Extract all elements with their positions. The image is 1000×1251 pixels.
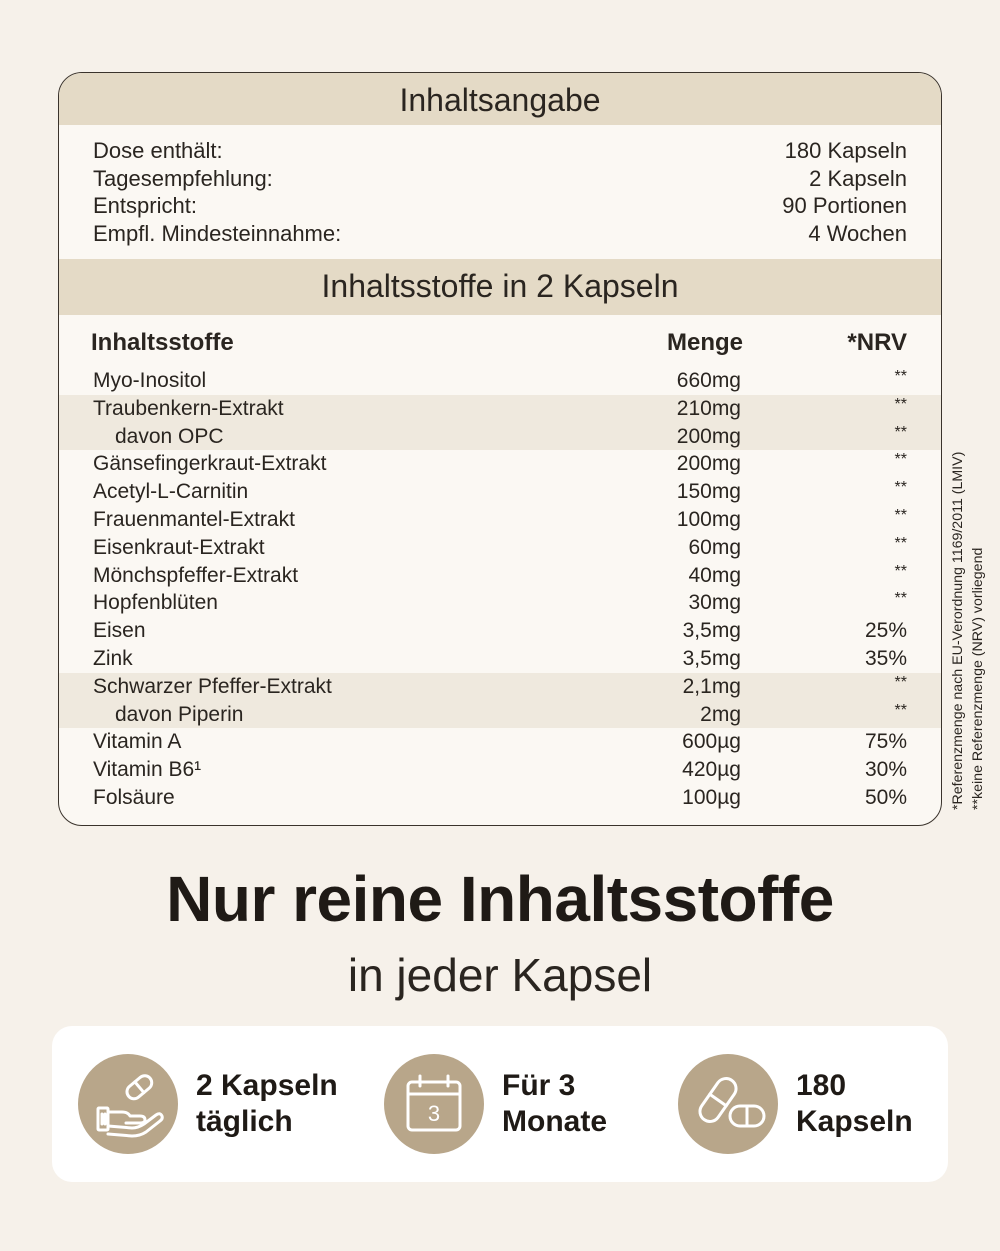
feature-item xyxy=(678,1054,913,1154)
ingredient-amount: 60mg xyxy=(688,535,741,559)
ingredient-amount: 2,1mg xyxy=(682,674,741,698)
ingredient-nrv: ** xyxy=(894,534,907,552)
table-row xyxy=(59,756,941,784)
feature-line: Monate xyxy=(502,1105,607,1138)
ingredient-amount: 3,5mg xyxy=(682,646,741,670)
ingredient-amount: 150mg xyxy=(676,480,741,504)
header-amount: Menge xyxy=(666,329,743,356)
table-row xyxy=(59,395,941,423)
calendar-number: 3 xyxy=(427,1101,441,1126)
ingredient-name: Eisenkraut-Extrakt xyxy=(93,535,265,559)
table-row xyxy=(59,450,941,478)
feature-line: 2 Kapseln xyxy=(196,1069,338,1102)
calendar-icon xyxy=(384,1054,484,1154)
footnote-no-reference: **keine Referenzmenge (NRV) vorliegend xyxy=(970,547,986,810)
ingredient-nrv: 75% xyxy=(864,730,907,754)
table-header xyxy=(91,329,907,359)
ingredient-nrv: ** xyxy=(894,479,907,497)
ingredient-name: davon OPC xyxy=(115,424,224,448)
ingredients-panel xyxy=(58,72,942,826)
footnote-nrv-reference: *Referenzmenge nach EU-Verordnung 1169/2011 (LMIV) xyxy=(950,451,966,810)
ingredient-amount: 200mg xyxy=(676,452,741,476)
ingredient-amount: 100mg xyxy=(676,507,741,531)
ingredient-amount: 100µg xyxy=(682,785,741,809)
summary-value: 2 Kapseln xyxy=(809,165,907,191)
feature-line: 180 xyxy=(796,1069,847,1102)
summary-value: 4 Wochen xyxy=(808,221,907,247)
ingredient-name: Myo-Inositol xyxy=(93,369,207,392)
feature-line: Kapseln xyxy=(796,1105,913,1138)
summary-row xyxy=(93,165,907,193)
ingredient-name: Acetyl-L-Carnitin xyxy=(93,480,249,504)
summary-row xyxy=(93,137,907,165)
ingredient-name: Vitamin B6¹ xyxy=(93,758,202,782)
ingredient-amount: 3,5mg xyxy=(682,619,741,643)
summary-value: 90 Portionen xyxy=(782,193,907,219)
table-row xyxy=(59,534,941,562)
ingredient-name: Frauenmantel-Extrakt xyxy=(93,507,295,531)
ingredient-nrv: 35% xyxy=(864,646,907,670)
ingredient-nrv: 25% xyxy=(864,619,907,643)
ingredient-name: Schwarzer Pfeffer-Extrakt xyxy=(93,674,332,698)
ingredient-nrv: 30% xyxy=(864,758,907,782)
ingredient-amount: 30mg xyxy=(688,591,741,615)
ingredient-amount: 200mg xyxy=(676,424,741,448)
header-name: Inhaltsstoffe xyxy=(91,329,234,356)
summary-list xyxy=(93,137,907,248)
ingredient-name: Zink xyxy=(93,646,133,670)
ingredient-amount: 2mg xyxy=(700,702,741,726)
summary-label: Entspricht: xyxy=(93,193,197,219)
ingredient-amount: 420µg xyxy=(682,758,741,782)
table-row xyxy=(59,728,941,756)
ingredient-nrv: ** xyxy=(894,423,907,441)
ingredient-nrv: 50% xyxy=(864,785,907,809)
feature-item xyxy=(78,1054,338,1154)
summary-value: 180 Kapseln xyxy=(784,138,907,163)
ingredient-nrv: ** xyxy=(894,590,907,608)
feature-text xyxy=(196,1068,338,1140)
ingredient-name: davon Piperin xyxy=(115,702,244,726)
ingredient-name: Traubenkern-Extrakt xyxy=(93,396,284,420)
summary-row xyxy=(93,220,907,248)
ingredient-nrv: ** xyxy=(894,506,907,524)
hero-headline: Nur reine Inhaltsstoffe xyxy=(166,863,834,935)
ingredient-name: Folsäure xyxy=(93,785,175,809)
ingredient-amount: 660mg xyxy=(676,369,741,392)
section-title: Inhaltsstoffe in 2 Kapseln xyxy=(59,259,941,315)
table-row xyxy=(59,423,941,451)
table-row xyxy=(59,367,941,395)
feature-text xyxy=(502,1068,607,1140)
table-row xyxy=(59,478,941,506)
ingredient-name: Gänsefingerkraut-Extrakt xyxy=(93,452,327,476)
ingredient-name: Hopfenblüten xyxy=(93,591,218,615)
feature-line: täglich xyxy=(196,1105,293,1138)
table-row xyxy=(59,562,941,590)
ingredient-nrv: ** xyxy=(894,562,907,580)
footnote-block xyxy=(948,370,988,810)
hand-capsule-icon xyxy=(78,1054,178,1154)
ingredient-amount: 40mg xyxy=(688,563,741,587)
table-row xyxy=(59,645,941,673)
ingredient-name: Vitamin A xyxy=(93,730,182,754)
ingredient-rows xyxy=(59,367,941,812)
table-row xyxy=(59,673,941,701)
ingredient-amount: 210mg xyxy=(676,396,741,420)
ingredient-nrv: ** xyxy=(894,673,907,691)
capsules-icon xyxy=(678,1054,778,1154)
table-row xyxy=(59,701,941,729)
hero-subline: in jeder Kapsel xyxy=(347,949,653,1001)
table-row xyxy=(59,589,941,617)
summary-row xyxy=(93,192,907,220)
ingredient-amount: 600µg xyxy=(682,730,741,754)
ingredient-nrv: ** xyxy=(894,368,907,385)
ingredient-nrv: ** xyxy=(894,451,907,469)
feature-text xyxy=(796,1068,913,1140)
ingredient-name: Mönchspfeffer-Extrakt xyxy=(93,563,299,587)
table-row xyxy=(59,617,941,645)
ingredient-name: Eisen xyxy=(93,619,146,643)
header-nrv: *NRV xyxy=(847,329,907,356)
summary-label: Dose enthält: xyxy=(93,138,223,163)
panel-title: Inhaltsangabe xyxy=(59,73,941,125)
ingredient-nrv: ** xyxy=(894,395,907,413)
feature-line: Für 3 xyxy=(502,1069,576,1102)
feature-bar xyxy=(52,1026,948,1182)
summary-label: Tagesempfehlung: xyxy=(93,165,273,191)
summary-label: Empfl. Mindesteinnahme: xyxy=(93,221,342,247)
table-row xyxy=(59,506,941,534)
feature-item xyxy=(384,1054,607,1154)
table-row xyxy=(59,784,941,812)
ingredient-nrv: ** xyxy=(894,701,907,719)
